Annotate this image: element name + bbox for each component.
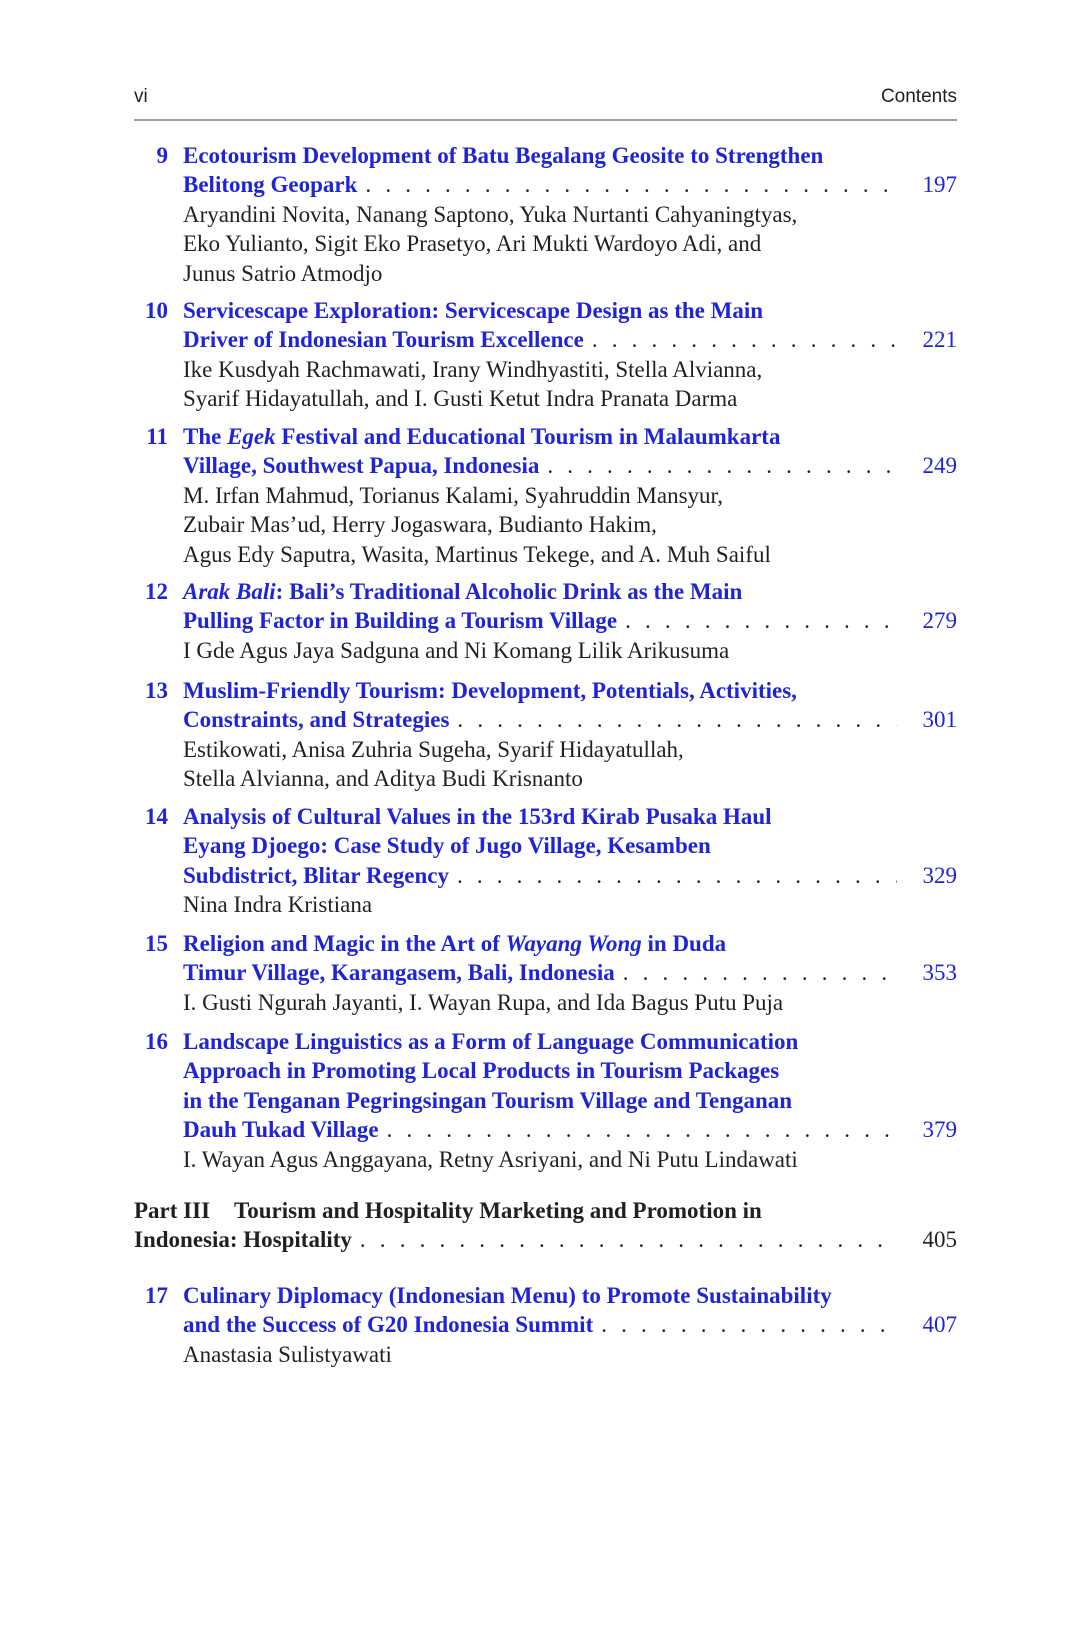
chapter-title-line[interactable] <box>183 1056 957 1085</box>
title-segment: Constraints, and Strategies <box>183 707 450 733</box>
chapter-title-last-line[interactable] <box>183 861 957 890</box>
chapter-page-number[interactable]: 379 <box>922 1117 957 1143</box>
title-segment: Landscape Linguistics as a Form of Language Communication <box>183 1029 799 1054</box>
page-header <box>134 86 957 116</box>
chapter-title-line <box>183 1115 379 1144</box>
title-segment: Village, Southwest Papua, Indonesia <box>183 453 540 479</box>
entry-body <box>183 929 957 1017</box>
chapter-title-line[interactable] <box>183 141 957 170</box>
chapter-title-last-line[interactable] <box>183 958 957 987</box>
chapter-authors: Junus Satrio Atmodjo <box>183 260 383 286</box>
chapter-title-last-line[interactable] <box>183 606 957 635</box>
page-number: vi <box>134 86 148 107</box>
chapter-authors: Ike Kusdyah Rachmawati, Irany Windhyastiti, Stella Alvianna, <box>183 356 763 382</box>
title-segment: The <box>183 424 228 449</box>
chapter-authors: Aryandini Novita, Nanang Saptono, Yuka Nurtanti Cahyaningtyas, <box>183 201 798 227</box>
leader-dots <box>592 325 897 354</box>
chapter-page-number[interactable]: 407 <box>922 1312 957 1338</box>
chapter-authors: I Gde Agus Jaya Sadguna and Ni Komang Lilik Arikusuma <box>183 637 730 663</box>
running-title: Contents <box>880 86 957 107</box>
chapter-page-number[interactable]: 329 <box>922 862 957 888</box>
part-heading[interactable] <box>134 1196 957 1255</box>
chapter-title-line[interactable] <box>183 802 957 831</box>
chapter-authors: Anastasia Sulistyawati <box>183 1341 392 1367</box>
chapter-number: 13 <box>145 678 168 703</box>
chapter-title-line <box>183 606 617 635</box>
title-segment: in the Tenganan Pegringsingan Tourism Village and Tenganan <box>183 1087 793 1113</box>
chapter-title-line <box>183 1310 593 1339</box>
chapter-number: 14 <box>145 804 168 829</box>
chapter-number: 15 <box>145 931 168 956</box>
title-segment: in Duda <box>641 931 727 956</box>
chapter-page-number[interactable]: 279 <box>922 608 957 634</box>
title-segment: Dauh Tukad Village <box>183 1117 379 1143</box>
leader-dots <box>623 958 897 987</box>
chapter-title-last-line[interactable] <box>183 451 957 480</box>
title-segment: Driver of Indonesian Tourism Excellence <box>183 327 584 353</box>
chapter-title-line[interactable] <box>183 577 957 606</box>
chapter-title-line[interactable] <box>183 422 957 451</box>
title-segment: and the Success of G20 Indonesia Summit <box>183 1312 594 1338</box>
header-rule <box>134 119 957 121</box>
chapter-title-line[interactable] <box>183 676 957 705</box>
chapter-title-line[interactable] <box>183 296 957 325</box>
title-segment: Eyang Djoego: Case Study of Jugo Village, Kesamben <box>183 833 711 859</box>
chapter-number: 10 <box>145 298 168 323</box>
part-title-line <box>134 1196 957 1225</box>
chapter-title-line <box>183 451 539 480</box>
chapter-authors: M. Irfan Mahmud, Torianus Kalami, Syahruddin Mansyur, <box>183 482 724 508</box>
leader-dots <box>625 606 897 635</box>
chapter-number: 17 <box>145 1283 168 1308</box>
part-page-number: 405 <box>922 1227 957 1253</box>
title-segment: Analysis of Cultural Values in the 153rd Kirab Pusaka Haul <box>183 804 772 829</box>
chapter-title-last-line[interactable] <box>183 170 957 199</box>
entry-body <box>183 1027 957 1174</box>
title-segment: Arak Bali <box>183 579 276 604</box>
leader-dots <box>457 861 897 890</box>
chapter-authors: Zubair Mas’ud, Herry Jogaswara, Budianto Hakim, <box>183 512 657 538</box>
part-title-last-line <box>134 1225 957 1254</box>
chapter-page-number[interactable]: 221 <box>922 327 957 353</box>
chapter-title-line <box>183 705 449 734</box>
chapter-title-line[interactable] <box>183 929 957 958</box>
chapter-page-number[interactable]: 197 <box>922 172 957 198</box>
chapter-title-last-line[interactable] <box>183 705 957 734</box>
chapter-title-line[interactable] <box>183 1086 957 1115</box>
title-segment: Belitong Geopark <box>183 172 358 198</box>
leader-dots <box>365 170 897 199</box>
title-segment: Festival and Educational Tourism in Malaumkarta <box>275 424 781 449</box>
chapter-title-last-line[interactable] <box>183 325 957 354</box>
title-segment: Muslim-Friendly Tourism: Development, Potentials, Activities, <box>183 678 797 703</box>
title-segment: Religion and Magic in the Art of <box>183 931 506 956</box>
title-segment: Egek <box>227 424 276 449</box>
entry-body <box>183 577 957 665</box>
chapter-title-line <box>183 170 357 199</box>
leader-dots <box>547 451 897 480</box>
chapter-number: 9 <box>156 143 168 168</box>
chapter-title-line <box>183 958 615 987</box>
entry-body <box>183 802 957 920</box>
entry-body <box>183 1281 957 1369</box>
chapter-authors: Agus Edy Saputra, Wasita, Martinus Tekege, and A. Muh Saiful <box>183 541 771 567</box>
chapter-title-last-line[interactable] <box>183 1115 957 1144</box>
title-segment: : Bali’s Traditional Alcoholic Drink as the Main <box>275 579 743 604</box>
leader-dots <box>387 1115 897 1144</box>
leader-dots <box>601 1310 897 1339</box>
part-title-line1: Tourism and Hospitality Marketing and Promotion in <box>234 1198 762 1223</box>
chapter-page-number[interactable]: 353 <box>922 960 957 986</box>
chapter-authors: Stella Alvianna, and Aditya Budi Krisnanto <box>183 766 583 792</box>
title-segment: Timur Village, Karangasem, Bali, Indonesia <box>183 960 615 986</box>
title-segment: Subdistrict, Blitar Regency <box>183 862 449 888</box>
chapter-authors: Eko Yulianto, Sigit Eko Prasetyo, Ari Mukti Wardoyo Adi, and <box>183 231 762 257</box>
part-label: Part III <box>134 1198 211 1223</box>
chapter-title-line[interactable] <box>183 1281 957 1310</box>
entry-body <box>183 141 957 288</box>
chapter-number: 11 <box>146 424 168 449</box>
leader-dots <box>457 705 897 734</box>
chapter-authors: Nina Indra Kristiana <box>183 892 373 918</box>
chapter-page-number[interactable]: 301 <box>922 707 957 733</box>
chapter-authors: I. Gusti Ngurah Jayanti, I. Wayan Rupa, and Ida Bagus Putu Puja <box>183 989 784 1015</box>
chapter-title-line <box>183 861 449 890</box>
chapter-title-line <box>183 325 584 354</box>
title-segment: Pulling Factor in Building a Tourism Village <box>183 608 618 634</box>
chapter-page-number[interactable]: 249 <box>922 453 957 479</box>
leader-dots <box>360 1225 897 1254</box>
title-segment: Approach in Promoting Local Products in Tourism Packages <box>183 1058 780 1084</box>
chapter-number: 12 <box>145 579 168 604</box>
chapter-title-line[interactable] <box>183 1027 957 1056</box>
title-segment: Wayang Wong <box>505 931 642 956</box>
chapter-authors: I. Wayan Agus Anggayana, Retny Asriyani, and Ni Putu Lindawati <box>183 1146 798 1172</box>
chapter-title-line[interactable] <box>183 831 957 860</box>
chapter-title-last-line[interactable] <box>183 1310 957 1339</box>
entry-body <box>183 422 957 569</box>
title-segment: Ecotourism Development of Batu Begalang Geosite to Strengthen <box>183 143 824 168</box>
chapter-authors: Syarif Hidayatullah, and I. Gusti Ketut Indra Pranata Darma <box>183 386 738 412</box>
chapter-number: 16 <box>145 1029 168 1054</box>
title-segment: Servicescape Exploration: Servicescape Design as the Main <box>183 298 764 323</box>
chapter-authors: Estikowati, Anisa Zuhria Sugeha, Syarif Hidayatullah, <box>183 736 684 762</box>
part-title-line2: Indonesia: Hospitality <box>134 1227 352 1253</box>
title-segment: Culinary Diplomacy (Indonesian Menu) to Promote Sustainability <box>183 1283 832 1308</box>
entry-body <box>183 296 957 414</box>
entry-body <box>183 676 957 794</box>
